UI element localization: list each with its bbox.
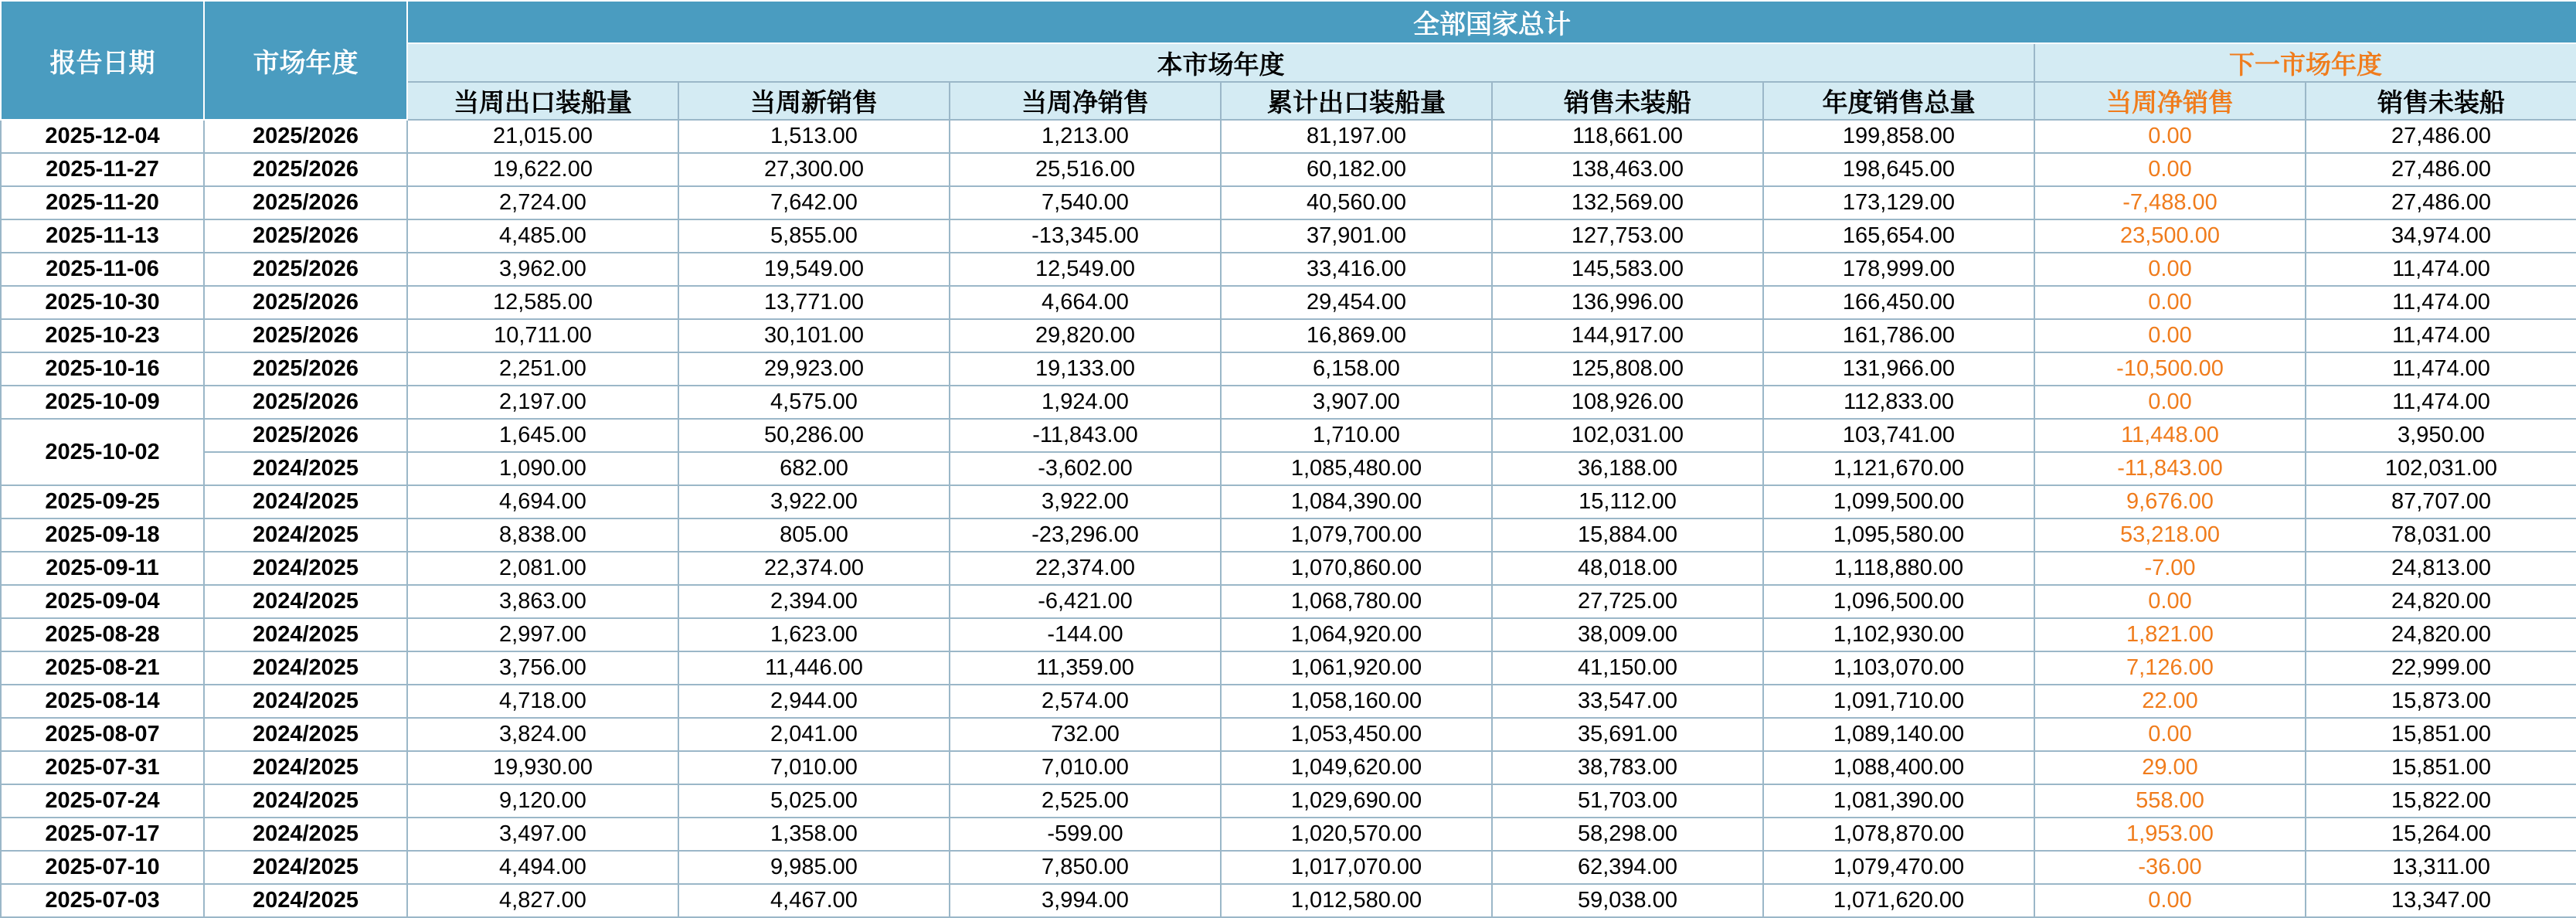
cell-value: -36.00 bbox=[2034, 851, 2306, 884]
cell-value: -7.00 bbox=[2034, 552, 2306, 585]
cell-value: 1,012,580.00 bbox=[1221, 884, 1492, 917]
cell-value: 2,394.00 bbox=[678, 585, 950, 618]
cell-value: 4,827.00 bbox=[407, 884, 678, 917]
cell-market-year: 2025/2026 bbox=[204, 120, 407, 153]
cell-report-date: 2025-08-14 bbox=[1, 685, 204, 718]
cell-value: 732.00 bbox=[950, 718, 1221, 751]
cell-market-year: 2024/2025 bbox=[204, 651, 407, 685]
cell-value: 11,474.00 bbox=[2306, 386, 2576, 419]
cell-value: 24,820.00 bbox=[2306, 585, 2576, 618]
cell-value: 4,485.00 bbox=[407, 219, 678, 253]
cell-value: 102,031.00 bbox=[2306, 452, 2576, 485]
cell-value: 4,718.00 bbox=[407, 685, 678, 718]
cell-market-year: 2024/2025 bbox=[204, 585, 407, 618]
table-row bbox=[1, 419, 2576, 452]
cell-value: 2,525.00 bbox=[950, 784, 1221, 818]
cell-value: 19,622.00 bbox=[407, 153, 678, 186]
cell-value: 1,091,710.00 bbox=[1763, 685, 2034, 718]
cell-value: 11,474.00 bbox=[2306, 352, 2576, 386]
cell-value: 33,416.00 bbox=[1221, 253, 1492, 286]
cell-value: 23,500.00 bbox=[2034, 219, 2306, 253]
cell-market-year: 2025/2026 bbox=[204, 319, 407, 352]
cell-value: 1,064,920.00 bbox=[1221, 618, 1492, 651]
table-row bbox=[1, 120, 2576, 153]
cell-value: 1,096,500.00 bbox=[1763, 585, 2034, 618]
cell-report-date: 2025-07-03 bbox=[1, 884, 204, 917]
cell-value: 22.00 bbox=[2034, 685, 2306, 718]
cell-value: 0.00 bbox=[2034, 120, 2306, 153]
table-row bbox=[1, 253, 2576, 286]
cell-value: 136,996.00 bbox=[1492, 286, 1763, 319]
cell-value: 1,953.00 bbox=[2034, 818, 2306, 851]
cell-value: 7,642.00 bbox=[678, 186, 950, 219]
cell-report-date: 2025-07-24 bbox=[1, 784, 204, 818]
cell-market-year: 2025/2026 bbox=[204, 253, 407, 286]
cell-value: 161,786.00 bbox=[1763, 319, 2034, 352]
cell-value: 27,486.00 bbox=[2306, 120, 2576, 153]
cell-value: 11,474.00 bbox=[2306, 319, 2576, 352]
table-row bbox=[1, 352, 2576, 386]
col-weekly-exports: 当周出口装船量 bbox=[407, 82, 678, 120]
cell-value: 29.00 bbox=[2034, 751, 2306, 784]
cell-report-date: 2025-09-25 bbox=[1, 485, 204, 518]
cell-value: 165,654.00 bbox=[1763, 219, 2034, 253]
cell-value: 81,197.00 bbox=[1221, 120, 1492, 153]
cell-value: 9,676.00 bbox=[2034, 485, 2306, 518]
table-row bbox=[1, 186, 2576, 219]
cell-value: 3,824.00 bbox=[407, 718, 678, 751]
cell-value: 1,089,140.00 bbox=[1763, 718, 2034, 751]
cell-report-date: 2025-10-09 bbox=[1, 386, 204, 419]
table-row bbox=[1, 485, 2576, 518]
cell-value: 3,756.00 bbox=[407, 651, 678, 685]
table-row bbox=[1, 718, 2576, 751]
cell-value: 27,725.00 bbox=[1492, 585, 1763, 618]
cell-value: -599.00 bbox=[950, 818, 1221, 851]
cell-market-year: 2024/2025 bbox=[204, 818, 407, 851]
cell-value: 4,694.00 bbox=[407, 485, 678, 518]
cell-value: 13,347.00 bbox=[2306, 884, 2576, 917]
cell-value: 15,822.00 bbox=[2306, 784, 2576, 818]
cell-value: 1,079,470.00 bbox=[1763, 851, 2034, 884]
cell-value: 198,645.00 bbox=[1763, 153, 2034, 186]
cell-report-date: 2025-11-13 bbox=[1, 219, 204, 253]
cell-value: 1,088,400.00 bbox=[1763, 751, 2034, 784]
cell-value: 11,474.00 bbox=[2306, 286, 2576, 319]
cell-report-date: 2025-10-02 bbox=[1, 419, 204, 485]
cell-value: 108,926.00 bbox=[1492, 386, 1763, 419]
col-total-commitments: 年度销售总量 bbox=[1763, 82, 2034, 120]
cell-value: 2,197.00 bbox=[407, 386, 678, 419]
cell-value: 15,264.00 bbox=[2306, 818, 2576, 851]
cell-report-date: 2025-07-31 bbox=[1, 751, 204, 784]
cell-value: -23,296.00 bbox=[950, 518, 1221, 552]
cell-value: 0.00 bbox=[2034, 153, 2306, 186]
header-this-market-year: 本市场年度 bbox=[407, 43, 2034, 82]
table-row bbox=[1, 386, 2576, 419]
cell-value: 7,126.00 bbox=[2034, 651, 2306, 685]
cell-value: 3,497.00 bbox=[407, 818, 678, 851]
table-row bbox=[1, 784, 2576, 818]
cell-value: 4,494.00 bbox=[407, 851, 678, 884]
col-weekly-net-sales: 当周净销售 bbox=[950, 82, 1221, 120]
cell-value: 10,711.00 bbox=[407, 319, 678, 352]
cell-value: 2,944.00 bbox=[678, 685, 950, 718]
cell-value: -3,602.00 bbox=[950, 452, 1221, 485]
cell-value: 11,474.00 bbox=[2306, 253, 2576, 286]
cell-value: 102,031.00 bbox=[1492, 419, 1763, 452]
cell-value: 2,724.00 bbox=[407, 186, 678, 219]
cell-value: 1,053,450.00 bbox=[1221, 718, 1492, 751]
cell-value: 9,985.00 bbox=[678, 851, 950, 884]
cell-value: 15,112.00 bbox=[1492, 485, 1763, 518]
cell-value: 38,009.00 bbox=[1492, 618, 1763, 651]
cell-value: 1,061,920.00 bbox=[1221, 651, 1492, 685]
cell-value: 682.00 bbox=[678, 452, 950, 485]
cell-value: 2,997.00 bbox=[407, 618, 678, 651]
cell-value: 15,884.00 bbox=[1492, 518, 1763, 552]
header-report-date: 报告日期 bbox=[1, 1, 204, 120]
cell-value: 7,850.00 bbox=[950, 851, 1221, 884]
cell-value: 7,540.00 bbox=[950, 186, 1221, 219]
cell-market-year: 2025/2026 bbox=[204, 186, 407, 219]
cell-value: 38,783.00 bbox=[1492, 751, 1763, 784]
cell-value: 12,549.00 bbox=[950, 253, 1221, 286]
cell-value: 36,188.00 bbox=[1492, 452, 1763, 485]
cell-value: 5,025.00 bbox=[678, 784, 950, 818]
cell-value: 35,691.00 bbox=[1492, 718, 1763, 751]
cell-value: 19,930.00 bbox=[407, 751, 678, 784]
cell-value: 9,120.00 bbox=[407, 784, 678, 818]
cell-report-date: 2025-12-04 bbox=[1, 120, 204, 153]
cell-market-year: 2025/2026 bbox=[204, 352, 407, 386]
cell-value: 12,585.00 bbox=[407, 286, 678, 319]
cell-value: 29,820.00 bbox=[950, 319, 1221, 352]
cell-value: 2,081.00 bbox=[407, 552, 678, 585]
cell-value: -10,500.00 bbox=[2034, 352, 2306, 386]
cell-report-date: 2025-08-07 bbox=[1, 718, 204, 751]
table-body bbox=[1, 120, 2576, 917]
header-market-year: 市场年度 bbox=[204, 1, 407, 120]
cell-value: 15,873.00 bbox=[2306, 685, 2576, 718]
table-row bbox=[1, 153, 2576, 186]
cell-value: 127,753.00 bbox=[1492, 219, 1763, 253]
cell-report-date: 2025-10-23 bbox=[1, 319, 204, 352]
cell-value: 16,869.00 bbox=[1221, 319, 1492, 352]
table-row bbox=[1, 319, 2576, 352]
cell-value: 1,068,780.00 bbox=[1221, 585, 1492, 618]
cell-market-year: 2024/2025 bbox=[204, 518, 407, 552]
cell-report-date: 2025-09-04 bbox=[1, 585, 204, 618]
cell-market-year: 2024/2025 bbox=[204, 552, 407, 585]
cell-report-date: 2025-07-17 bbox=[1, 818, 204, 851]
cell-market-year: 2024/2025 bbox=[204, 685, 407, 718]
table-row bbox=[1, 219, 2576, 253]
cell-value: 29,923.00 bbox=[678, 352, 950, 386]
cell-value: 22,374.00 bbox=[678, 552, 950, 585]
header-all-countries-total: 全部国家总计 bbox=[407, 1, 2576, 43]
cell-market-year: 2024/2025 bbox=[204, 485, 407, 518]
cell-report-date: 2025-08-28 bbox=[1, 618, 204, 651]
cell-value: 3,962.00 bbox=[407, 253, 678, 286]
cell-market-year: 2024/2025 bbox=[204, 718, 407, 751]
cell-value: 3,907.00 bbox=[1221, 386, 1492, 419]
cell-market-year: 2025/2026 bbox=[204, 286, 407, 319]
cell-market-year: 2025/2026 bbox=[204, 219, 407, 253]
cell-value: 199,858.00 bbox=[1763, 120, 2034, 153]
cell-value: 1,081,390.00 bbox=[1763, 784, 2034, 818]
cell-market-year: 2024/2025 bbox=[204, 784, 407, 818]
cell-report-date: 2025-08-21 bbox=[1, 651, 204, 685]
header-next-market-year: 下一市场年度 bbox=[2034, 43, 2576, 82]
cell-value: 60,182.00 bbox=[1221, 153, 1492, 186]
cell-report-date: 2025-11-20 bbox=[1, 186, 204, 219]
cell-market-year: 2025/2026 bbox=[204, 419, 407, 452]
cell-value: 1,049,620.00 bbox=[1221, 751, 1492, 784]
cell-value: 103,741.00 bbox=[1763, 419, 2034, 452]
cell-value: 2,251.00 bbox=[407, 352, 678, 386]
cell-value: 144,917.00 bbox=[1492, 319, 1763, 352]
cell-value: 1,099,500.00 bbox=[1763, 485, 2034, 518]
cell-value: -11,843.00 bbox=[2034, 452, 2306, 485]
cell-value: 1,090.00 bbox=[407, 452, 678, 485]
cell-value: 0.00 bbox=[2034, 386, 2306, 419]
col-outstanding-sales: 销售未装船 bbox=[1492, 82, 1763, 120]
cell-value: 1,070,860.00 bbox=[1221, 552, 1492, 585]
cell-value: 178,999.00 bbox=[1763, 253, 2034, 286]
cell-value: 58,298.00 bbox=[1492, 818, 1763, 851]
cell-report-date: 2025-10-16 bbox=[1, 352, 204, 386]
cell-value: 48,018.00 bbox=[1492, 552, 1763, 585]
table-row bbox=[1, 818, 2576, 851]
cell-value: 8,838.00 bbox=[407, 518, 678, 552]
table-row bbox=[1, 552, 2576, 585]
cell-value: 51,703.00 bbox=[1492, 784, 1763, 818]
cell-value: 0.00 bbox=[2034, 319, 2306, 352]
table-row bbox=[1, 452, 2576, 485]
cell-value: 1,645.00 bbox=[407, 419, 678, 452]
cell-report-date: 2025-11-27 bbox=[1, 153, 204, 186]
cell-value: 27,300.00 bbox=[678, 153, 950, 186]
cell-market-year: 2024/2025 bbox=[204, 884, 407, 917]
cell-value: 3,950.00 bbox=[2306, 419, 2576, 452]
table-row bbox=[1, 751, 2576, 784]
cell-value: 1,118,880.00 bbox=[1763, 552, 2034, 585]
cell-value: 1,213.00 bbox=[950, 120, 1221, 153]
cell-value: 30,101.00 bbox=[678, 319, 950, 352]
table-row bbox=[1, 618, 2576, 651]
cell-value: 0.00 bbox=[2034, 718, 2306, 751]
cell-value: 1,020,570.00 bbox=[1221, 818, 1492, 851]
cell-value: 59,038.00 bbox=[1492, 884, 1763, 917]
cell-value: 1,513.00 bbox=[678, 120, 950, 153]
cell-market-year: 2025/2026 bbox=[204, 153, 407, 186]
col-next-year-net-sales: 当周净销售 bbox=[2034, 82, 2306, 120]
cell-value: 5,855.00 bbox=[678, 219, 950, 253]
cell-value: 112,833.00 bbox=[1763, 386, 2034, 419]
cell-value: 22,999.00 bbox=[2306, 651, 2576, 685]
cell-value: 50,286.00 bbox=[678, 419, 950, 452]
col-weekly-new-sales: 当周新销售 bbox=[678, 82, 950, 120]
cell-market-year: 2024/2025 bbox=[204, 618, 407, 651]
cell-value: 3,922.00 bbox=[950, 485, 1221, 518]
cell-value: 1,358.00 bbox=[678, 818, 950, 851]
cell-value: 1,095,580.00 bbox=[1763, 518, 2034, 552]
col-next-year-outstanding: 销售未装船 bbox=[2306, 82, 2576, 120]
cell-value: -144.00 bbox=[950, 618, 1221, 651]
cell-value: 27,486.00 bbox=[2306, 186, 2576, 219]
table-row bbox=[1, 685, 2576, 718]
cell-report-date: 2025-10-30 bbox=[1, 286, 204, 319]
cell-report-date: 2025-09-18 bbox=[1, 518, 204, 552]
cell-value: 27,486.00 bbox=[2306, 153, 2576, 186]
cell-value: 1,058,160.00 bbox=[1221, 685, 1492, 718]
cell-report-date: 2025-07-10 bbox=[1, 851, 204, 884]
cell-value: 11,448.00 bbox=[2034, 419, 2306, 452]
cell-value: 1,084,390.00 bbox=[1221, 485, 1492, 518]
cell-value: 6,158.00 bbox=[1221, 352, 1492, 386]
cell-value: 131,966.00 bbox=[1763, 352, 2034, 386]
cell-value: 2,574.00 bbox=[950, 685, 1221, 718]
cell-value: -6,421.00 bbox=[950, 585, 1221, 618]
cell-market-year: 2025/2026 bbox=[204, 386, 407, 419]
table-row bbox=[1, 518, 2576, 552]
table-row bbox=[1, 651, 2576, 685]
cell-value: 1,623.00 bbox=[678, 618, 950, 651]
cell-market-year: 2024/2025 bbox=[204, 751, 407, 784]
cell-value: -7,488.00 bbox=[2034, 186, 2306, 219]
cell-value: 0.00 bbox=[2034, 253, 2306, 286]
cell-value: -11,843.00 bbox=[950, 419, 1221, 452]
cell-value: 1,821.00 bbox=[2034, 618, 2306, 651]
cell-value: 11,446.00 bbox=[678, 651, 950, 685]
cell-value: 34,974.00 bbox=[2306, 219, 2576, 253]
cell-value: 37,901.00 bbox=[1221, 219, 1492, 253]
cell-value: 21,015.00 bbox=[407, 120, 678, 153]
cell-value: 29,454.00 bbox=[1221, 286, 1492, 319]
cell-value: 4,664.00 bbox=[950, 286, 1221, 319]
cell-value: 145,583.00 bbox=[1492, 253, 1763, 286]
cell-value: 62,394.00 bbox=[1492, 851, 1763, 884]
cell-value: 22,374.00 bbox=[950, 552, 1221, 585]
cell-value: 19,133.00 bbox=[950, 352, 1221, 386]
cell-value: 1,071,620.00 bbox=[1763, 884, 2034, 917]
cell-value: 1,029,690.00 bbox=[1221, 784, 1492, 818]
cell-value: 4,575.00 bbox=[678, 386, 950, 419]
cell-value: 13,311.00 bbox=[2306, 851, 2576, 884]
cell-value: 1,121,670.00 bbox=[1763, 452, 2034, 485]
cell-market-year: 2024/2025 bbox=[204, 851, 407, 884]
cell-value: 4,467.00 bbox=[678, 884, 950, 917]
cell-value: 40,560.00 bbox=[1221, 186, 1492, 219]
cell-value: 1,102,930.00 bbox=[1763, 618, 2034, 651]
cell-value: 1,103,070.00 bbox=[1763, 651, 2034, 685]
cell-value: 1,085,480.00 bbox=[1221, 452, 1492, 485]
cell-value: 138,463.00 bbox=[1492, 153, 1763, 186]
cell-report-date: 2025-09-11 bbox=[1, 552, 204, 585]
cell-value: 558.00 bbox=[2034, 784, 2306, 818]
cell-value: 25,516.00 bbox=[950, 153, 1221, 186]
cell-value: 0.00 bbox=[2034, 884, 2306, 917]
cell-value: 1,710.00 bbox=[1221, 419, 1492, 452]
cell-value: 78,031.00 bbox=[2306, 518, 2576, 552]
cell-value: 125,808.00 bbox=[1492, 352, 1763, 386]
cell-value: 15,851.00 bbox=[2306, 751, 2576, 784]
cell-market-year: 2024/2025 bbox=[204, 452, 407, 485]
cell-value: 0.00 bbox=[2034, 585, 2306, 618]
cell-value: 41,150.00 bbox=[1492, 651, 1763, 685]
cell-value: -13,345.00 bbox=[950, 219, 1221, 253]
table-row bbox=[1, 851, 2576, 884]
cell-value: 173,129.00 bbox=[1763, 186, 2034, 219]
cell-value: 15,851.00 bbox=[2306, 718, 2576, 751]
table-row bbox=[1, 286, 2576, 319]
cell-value: 166,450.00 bbox=[1763, 286, 2034, 319]
cell-value: 118,661.00 bbox=[1492, 120, 1763, 153]
cell-value: 7,010.00 bbox=[678, 751, 950, 784]
cell-value: 53,218.00 bbox=[2034, 518, 2306, 552]
table-row bbox=[1, 585, 2576, 618]
cell-value: 805.00 bbox=[678, 518, 950, 552]
cell-value: 7,010.00 bbox=[950, 751, 1221, 784]
cell-value: 1,924.00 bbox=[950, 386, 1221, 419]
col-cumulative-exports: 累计出口装船量 bbox=[1221, 82, 1492, 120]
cell-value: 19,549.00 bbox=[678, 253, 950, 286]
cell-value: 3,994.00 bbox=[950, 884, 1221, 917]
cell-value: 0.00 bbox=[2034, 286, 2306, 319]
cell-value: 1,017,070.00 bbox=[1221, 851, 1492, 884]
cell-value: 1,079,700.00 bbox=[1221, 518, 1492, 552]
cell-value: 132,569.00 bbox=[1492, 186, 1763, 219]
cell-value: 33,547.00 bbox=[1492, 685, 1763, 718]
cell-value: 13,771.00 bbox=[678, 286, 950, 319]
cell-value: 1,078,870.00 bbox=[1763, 818, 2034, 851]
cell-value: 24,820.00 bbox=[2306, 618, 2576, 651]
cell-value: 87,707.00 bbox=[2306, 485, 2576, 518]
cell-value: 24,813.00 bbox=[2306, 552, 2576, 585]
cell-value: 2,041.00 bbox=[678, 718, 950, 751]
cell-value: 3,922.00 bbox=[678, 485, 950, 518]
cell-value: 3,863.00 bbox=[407, 585, 678, 618]
cell-value: 11,359.00 bbox=[950, 651, 1221, 685]
cell-report-date: 2025-11-06 bbox=[1, 253, 204, 286]
table-row bbox=[1, 884, 2576, 917]
